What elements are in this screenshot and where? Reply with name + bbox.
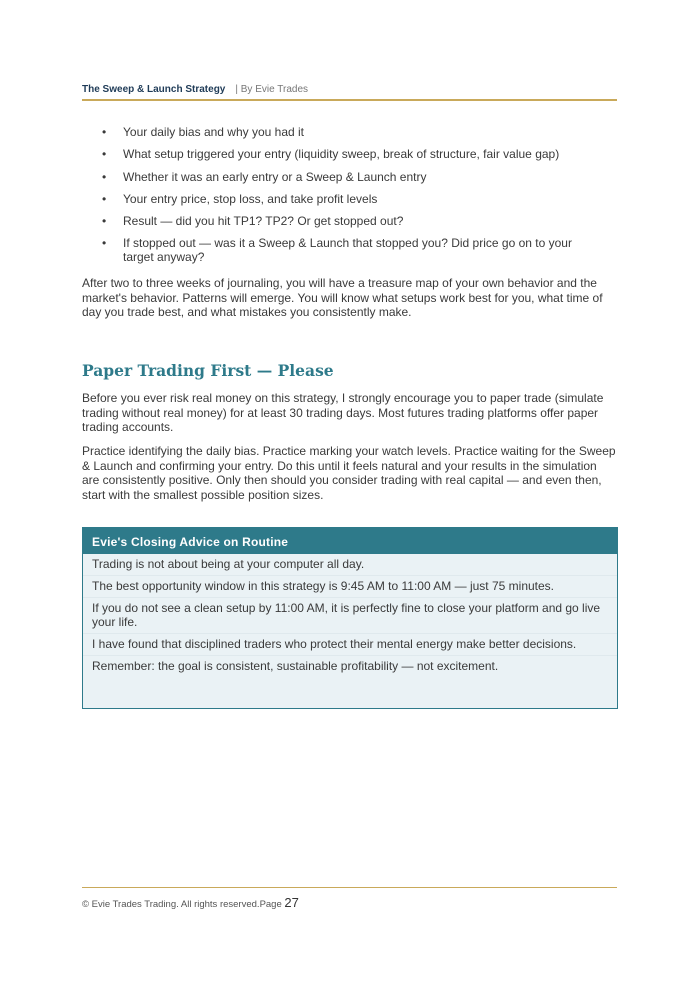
page-label: Page [259,899,282,910]
journal-checklist [82,125,602,273]
footer [82,895,299,910]
paragraph: After two to three weeks of journaling, you will have a treasure map of your own behavior and the market's behavior. Patterns will emerge. You will know what setups work best for you, what time of day you trade best, and what mistakes you consistently make. [82,276,603,319]
callout-line: I have found that disciplined traders who protect their mental energy make better decisions. [83,634,617,656]
callout-title: Evie's Closing Advice on Routine [83,528,617,554]
header-rule [82,99,617,101]
list-item: • What setup triggered your entry (liquidity sweep, break of structure, fair value gap) [82,147,602,161]
callout-line: Remember: the goal is consistent, sustainable profitability — not excitement. [92,659,499,673]
paragraph: Before you ever risk real money on this strategy, I strongly encourage you to paper trade (simulate trading without real money) for at least 30 trading days. Most futures trading platforms offer paper trading accounts. [82,391,604,434]
author: | By Evie Trades [235,84,309,95]
running-header [82,84,308,95]
list-item: • Result — did you hit TP1? TP2? Or get stopped out? [82,214,602,228]
page-number: 27 [284,895,299,910]
callout-box [82,527,618,709]
footer-rule [82,887,617,888]
paragraph: Practice identifying the daily bias. Practice marking your watch levels. Practice waiting for the Sweep & Launch and confirming your entry. Do this until it feels natural and your results in the simulation are consistently positive. Only then should you consider trading with real capital — and even then, start with the smallest possible position sizes. [82,444,616,502]
callout-line: The best opportunity window in this strategy is 9:45 AM to 11:00 AM — just 75 minutes. [83,576,617,598]
list-item: • Your daily bias and why you had it [82,125,602,139]
callout-line: Trading is not about being at your computer all day. [83,554,617,576]
copyright: © Evie Trades Trading. All rights reserved. [82,899,260,910]
callout-line: If you do not see a clean setup by 11:00 AM, it is perfectly fine to close your platform and go live your life. [83,598,617,634]
list-item: • If stopped out — was it a Sweep & Launch that stopped you? Did price go on to your target anyway? [82,236,602,264]
section-heading: Paper Trading First — Please [82,361,334,380]
list-item: • Your entry price, stop loss, and take profit levels [82,192,602,206]
list-item: • Whether it was an early entry or a Sweep & Launch entry [82,170,602,184]
book-title: The Sweep & Launch Strategy [82,84,226,95]
